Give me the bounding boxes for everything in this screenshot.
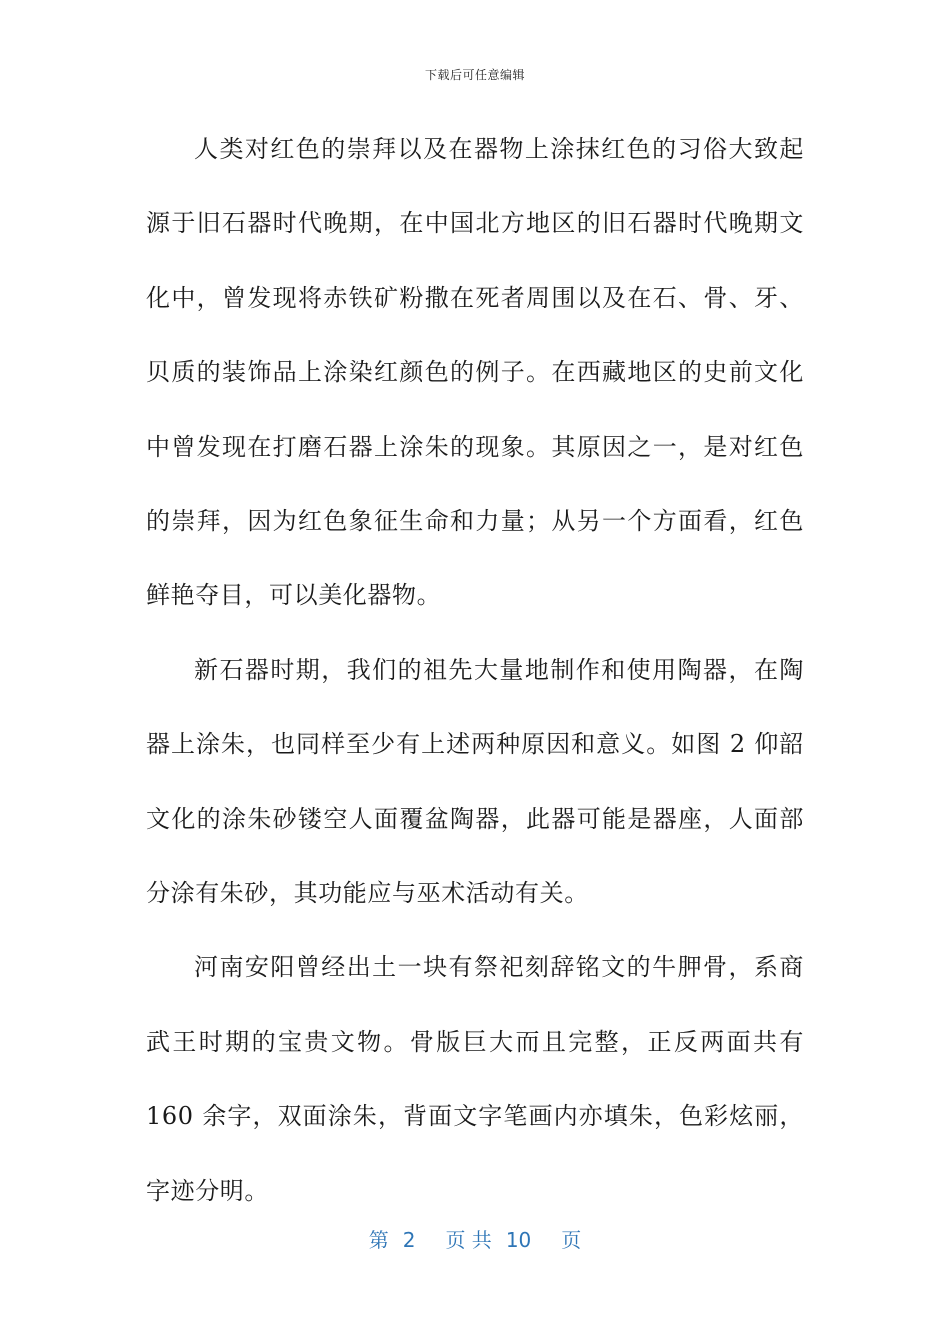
- paragraph-3: 河南安阳曾经出土一块有祭祀刻辞铭文的牛胛骨，系商武王时期的宝贵文物。骨版巨大而且完整，正反两面共有 160 余字，双面涂朱，背面文字笔画内亦填朱，色彩炫丽，字迹分明。: [146, 953, 804, 1205]
- document-body: [146, 112, 804, 1228]
- footer-suffix: 页: [561, 1228, 582, 1252]
- footer-current-page: 2: [402, 1228, 416, 1252]
- page-footer: [0, 1224, 950, 1253]
- footer-middle: 页 共: [445, 1228, 492, 1252]
- paragraph-1: 人类对红色的崇拜以及在器物上涂抹红色的习俗大致起源于旧石器时代晚期，在中国北方地区的旧石器时代晚期文化中，曾发现将赤铁矿粉撒在死者周围以及在石、骨、牙、贝质的装饰品上涂染红颜色的例子。在西藏地区的史前文化中曾发现在打磨石器上涂朱的现象。其原因之一，是对红色的崇拜，因为红色象征生命和力量；从另一个方面看，红色鲜艳夺目，可以美化器物。: [146, 135, 804, 610]
- page-header-note: 下载后可任意编辑: [424, 68, 525, 82]
- paragraph-2: 新石器时期，我们的祖先大量地制作和使用陶器，在陶器上涂朱，也同样至少有上述两种原因和意义。如图 2 仰韶文化的涂朱砂镂空人面覆盆陶器，此器可能是器座，人面部分涂有朱砂，其功能应与巫术活动有关。: [146, 655, 804, 908]
- footer-prefix: 第: [368, 1228, 389, 1252]
- footer-total-pages: 10: [505, 1228, 532, 1252]
